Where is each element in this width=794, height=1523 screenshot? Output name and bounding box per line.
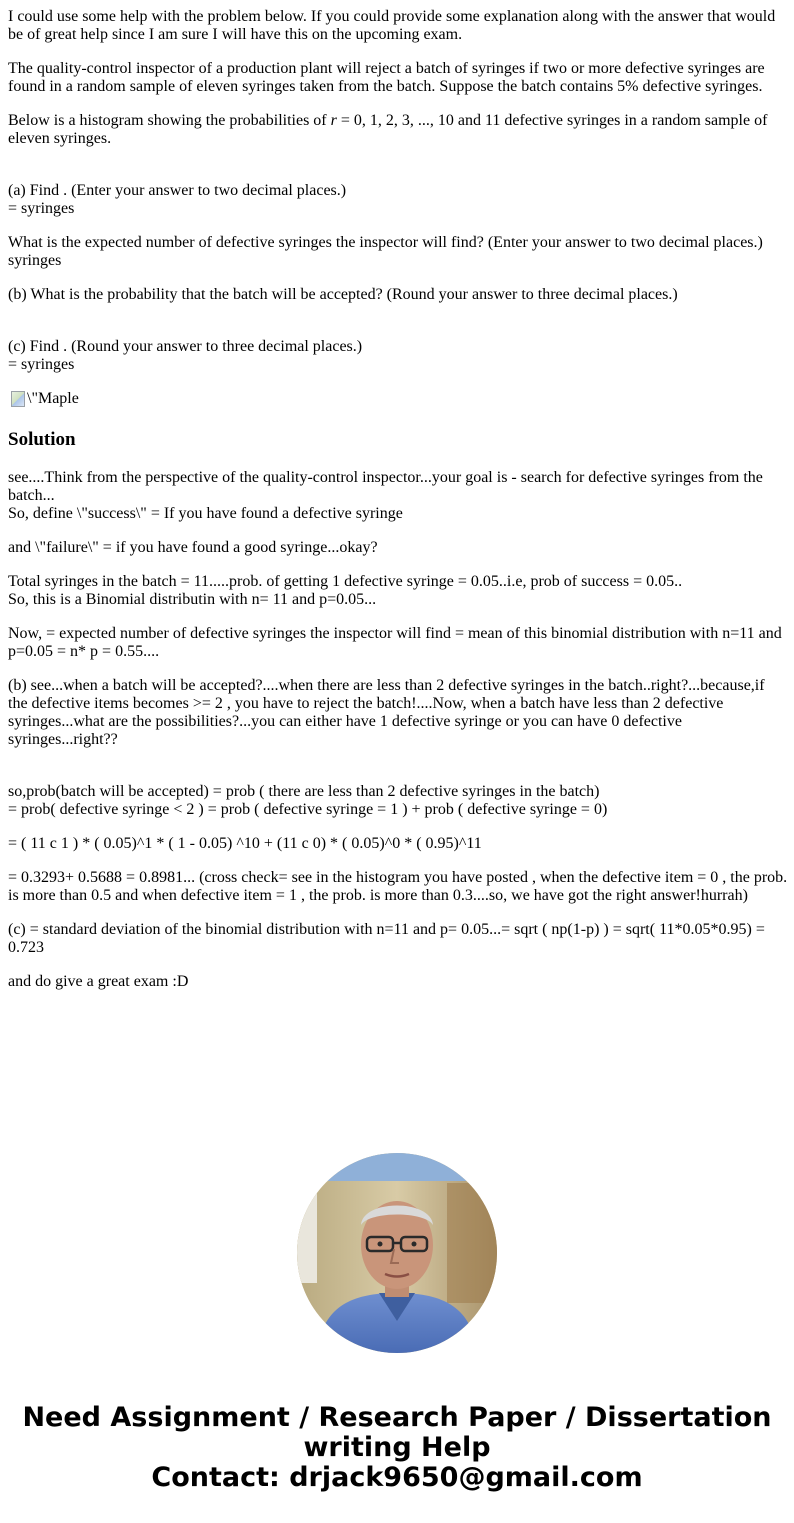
expected-question: What is the expected number of defective syringes the inspector will find? (Enter your answer to two decimal places.) bbox=[8, 234, 763, 251]
solution-p1-line2: So, define \"success\" = If you have found a defective syringe bbox=[8, 505, 403, 522]
solution-p6-line1: so,prob(batch will be accepted) = prob ( there are less than 2 defective syringes in the batch) bbox=[8, 783, 600, 800]
broken-image-alt: \"Maple bbox=[27, 390, 79, 407]
footer-line-1: Need Assignment / Research Paper / Dissertation bbox=[22, 1402, 772, 1433]
solution-paragraph-10: and do give a great exam :D bbox=[8, 973, 189, 990]
part-a-answer-label: = syringes bbox=[8, 200, 75, 217]
solution-heading: Solution bbox=[8, 429, 76, 450]
solution-paragraph-2: and \"failure\" = if you have found a good syringe...okay? bbox=[8, 539, 378, 556]
broken-image-icon bbox=[11, 391, 25, 407]
solution-paragraph-3 bbox=[8, 573, 788, 609]
solution-p6-line2: = prob( defective syringe < 2 ) = prob ( defective syringe = 1 ) + prob ( defective syringe = 0) bbox=[8, 801, 608, 818]
solution-p3-line2: So, this is a Binomial distributin with n= 11 and p=0.05... bbox=[8, 591, 377, 608]
solution-paragraph-8: = 0.3293+ 0.5688 = 0.8981... (cross check= see in the histogram you have posted , when the defective item = 0 , the prob. is more than 0.5 and when defective item = 1 , the prob. is more than 0.3....so, we have got the right answer!hurrah) bbox=[8, 869, 788, 904]
expected-number bbox=[8, 234, 788, 270]
part-c bbox=[8, 338, 788, 374]
histogram-text-post: = 0, 1, 2, 3, ..., 10 and 11 defective syringes in a random sample of eleven syringes. bbox=[8, 112, 768, 147]
histogram-text-pre: Below is a histogram showing the probabilities of bbox=[8, 112, 331, 129]
page-content bbox=[8, 8, 788, 1007]
part-c-answer-label: = syringes bbox=[8, 356, 75, 373]
author-avatar bbox=[297, 1153, 497, 1353]
solution-paragraph-9: (c) = standard deviation of the binomial distribution with n=11 and p= 0.05...= sqrt ( np(1-p) ) = sqrt( 11*0.05*0.95) = 0.723 bbox=[8, 921, 765, 956]
footer-line-2: writing Help bbox=[303, 1432, 491, 1463]
question-intro: I could use some help with the problem below. If you could provide some explanation along with the answer that would be of great help since I am sure I will have this on the upcoming exam. bbox=[8, 8, 776, 43]
solution-paragraph-1 bbox=[8, 469, 788, 523]
footer-banner bbox=[0, 1403, 794, 1493]
part-a bbox=[8, 182, 788, 218]
solution-paragraph-5: (b) see...when a batch will be accepted?....when there are less than 2 defective syringes in the batch..right?...because,if the defective items becomes >= 2 , you have to reject the batch!....Now, when a batch have less than 2 defective syringes...what are the possibilities?...you can either have 1 defective syringe or you can have 0 defective syringes...right?? bbox=[8, 677, 765, 748]
histogram-description bbox=[8, 112, 788, 148]
footer-contact: Contact: drjack9650@gmail.com bbox=[151, 1462, 643, 1493]
solution-paragraph-4: Now, = expected number of defective syringes the inspector will find = mean of this binomial distribution with n=11 and p=0.05 = n* p = 0.55.... bbox=[8, 625, 782, 660]
expected-unit: syringes bbox=[8, 252, 62, 269]
problem-statement: The quality-control inspector of a production plant will reject a batch of syringes if two or more defective syringes are found in a random sample of eleven syringes taken from the batch. Suppose the batch contains 5% defective syringes. bbox=[8, 60, 765, 95]
part-a-question: (a) Find . (Enter your answer to two decimal places.) bbox=[8, 182, 347, 199]
part-c-question: (c) Find . (Round your answer to three decimal places.) bbox=[8, 338, 363, 355]
solution-paragraph-7: = ( 11 c 1 ) * ( 0.05)^1 * ( 1 - 0.05) ^10 + (11 c 0) * ( 0.05)^0 * ( 0.95)^11 bbox=[8, 835, 482, 852]
histogram-variable: r bbox=[330, 112, 337, 129]
histogram-image-placeholder bbox=[8, 390, 788, 412]
solution-p1-line1: see....Think from the perspective of the quality-control inspector...your goal is - search for defective syringes from the batch... bbox=[8, 469, 763, 504]
solution-paragraph-6 bbox=[8, 783, 788, 819]
broken-image bbox=[11, 390, 79, 408]
part-b: (b) What is the probability that the batch will be accepted? (Round your answer to three decimal places.) bbox=[8, 286, 678, 303]
solution-p3-line1: Total syringes in the batch = 11.....prob. of getting 1 defective syringe = 0.05..i.e, prob of success = 0.05.. bbox=[8, 573, 683, 590]
author-portrait-icon bbox=[297, 1153, 497, 1353]
